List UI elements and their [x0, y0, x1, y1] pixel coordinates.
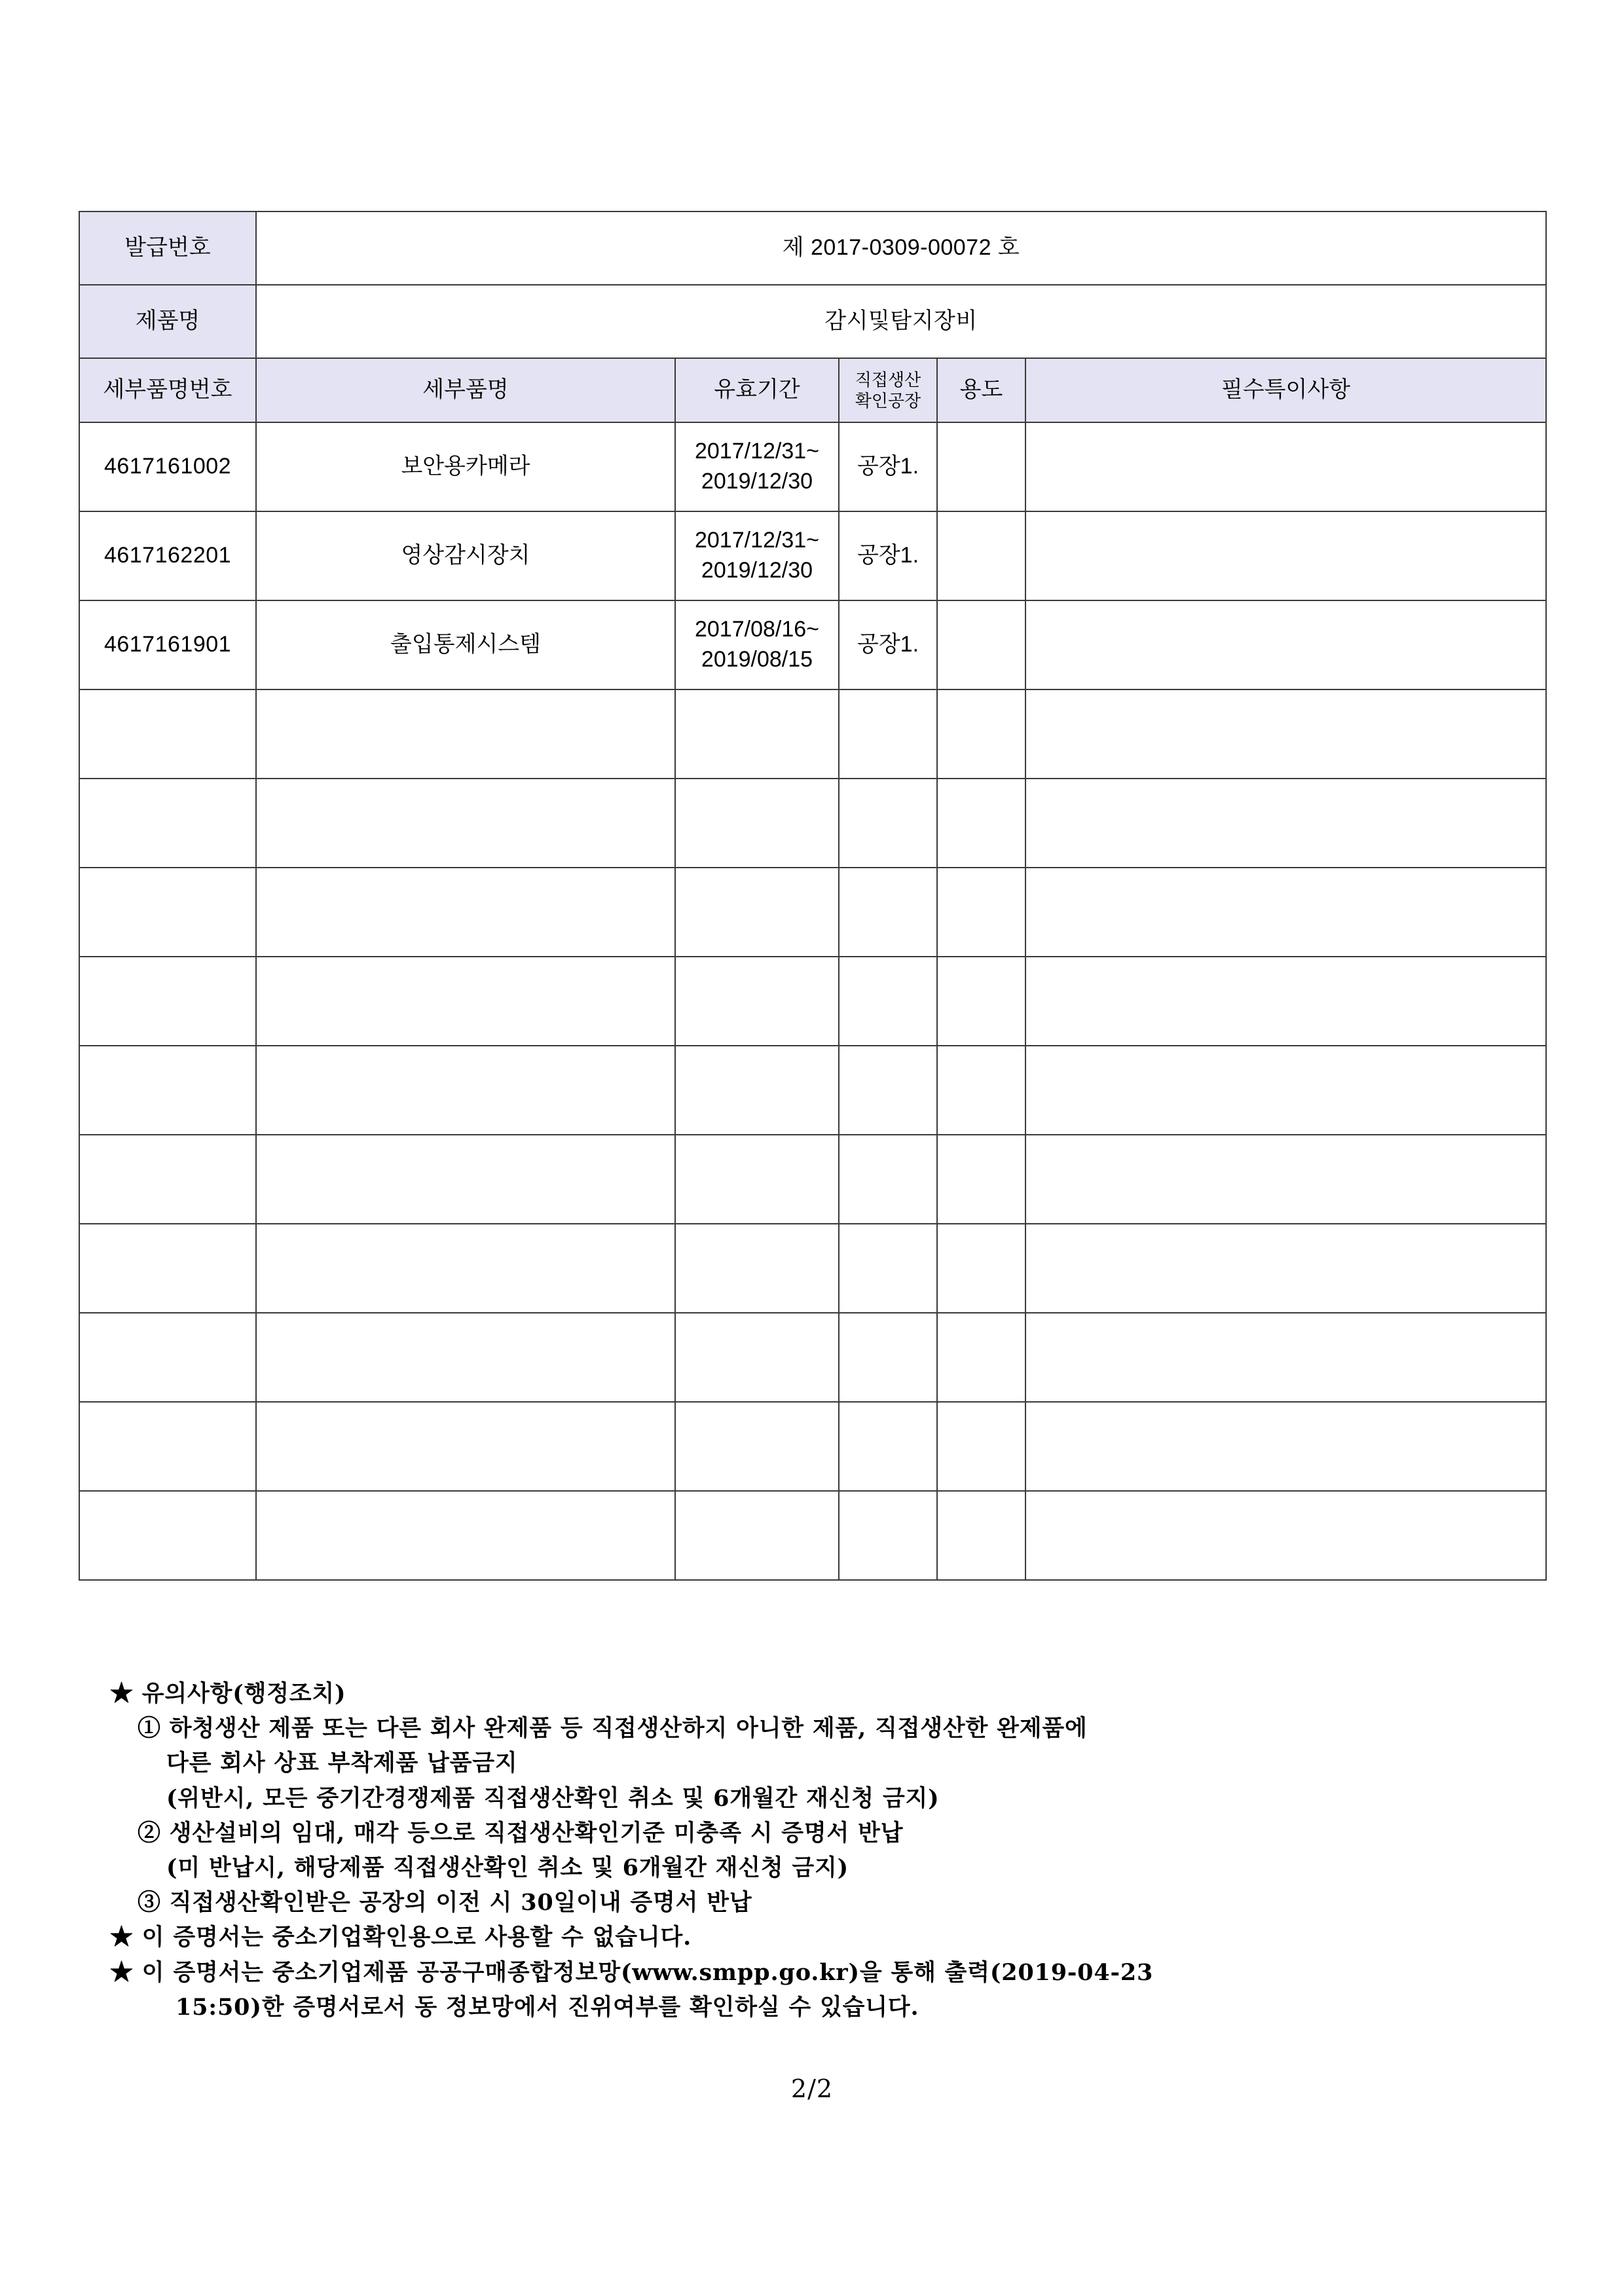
header-detail-code: 세부품명번호 [79, 358, 256, 422]
cell-usage [937, 1135, 1025, 1224]
table-row-empty [79, 1224, 1546, 1313]
cell-valid-period [675, 1402, 839, 1491]
notice-line-7: ★ 이 증명서는 중소기업확인용으로 사용할 수 없습니다. [110, 1924, 692, 1951]
cell-detail-name: 보안용카메라 [256, 422, 675, 511]
table-row-empty [79, 779, 1546, 868]
cell-usage [937, 1313, 1025, 1402]
cell-special-notes [1025, 1402, 1546, 1491]
cell-valid-period [675, 1224, 839, 1313]
cell-usage [937, 868, 1025, 957]
cell-special-notes [1025, 511, 1546, 600]
header-usage: 용도 [937, 358, 1025, 422]
cell-valid-period [675, 1313, 839, 1402]
page-number: 2/2 [790, 2074, 834, 2103]
cell-special-notes [1025, 1046, 1546, 1135]
period-end: 2019/12/30 [701, 469, 813, 494]
table-header-row [79, 358, 1546, 422]
cell-detail-name [256, 689, 675, 779]
cell-detail-name [256, 1224, 675, 1313]
table-row-empty [79, 868, 1546, 957]
cell-special-notes [1025, 689, 1546, 779]
notice-line-1: ① 하청생산 제품 또는 다른 회사 완제품 등 직접생산하지 아니한 제품, 직접생산한 완제품에 [138, 1715, 1088, 1742]
cell-detail-code: 4617161002 [79, 422, 256, 511]
cell-detail-code [79, 1491, 256, 1580]
cell-factory [839, 689, 937, 779]
cell-usage [937, 1491, 1025, 1580]
cell-detail-name [256, 957, 675, 1046]
cell-special-notes [1025, 1313, 1546, 1402]
cell-detail-code [79, 1135, 256, 1224]
cell-factory [839, 1313, 937, 1402]
header-detail-name: 세부품명 [256, 358, 675, 422]
issue-number-value: 제 2017-0309-00072 호 [256, 211, 1546, 285]
notice-line-3: (위반시, 모든 중기간경쟁제품 직접생산확인 취소 및 6개월간 재신청 금지) [166, 1784, 940, 1812]
table-row-empty [79, 1313, 1546, 1402]
cell-detail-code: 4617162201 [79, 511, 256, 600]
product-name-value: 감시및탐지장비 [256, 285, 1546, 358]
cell-valid-period [675, 511, 839, 600]
cell-detail-code [79, 1224, 256, 1313]
table-row-empty [79, 1135, 1546, 1224]
table-row [79, 600, 1546, 689]
header-valid-period: 유효기간 [675, 358, 839, 422]
cell-detail-name [256, 868, 675, 957]
cell-usage [937, 422, 1025, 511]
cell-special-notes [1025, 600, 1546, 689]
cell-factory [839, 1491, 937, 1580]
cell-factory: 공장1. [839, 511, 937, 600]
table-row [79, 422, 1546, 511]
cell-detail-name [256, 1046, 675, 1135]
period-end: 2019/08/15 [701, 647, 813, 672]
cell-usage [937, 1224, 1025, 1313]
issue-number-row [79, 211, 1546, 285]
cell-detail-name [256, 1135, 675, 1224]
period-start: 2017/12/31~ [694, 528, 820, 553]
cell-detail-code [79, 1313, 256, 1402]
header-special-notes: 필수특이사항 [1025, 358, 1546, 422]
notice-line-6: ③ 직접생산확인받은 공장의 이전 시 30일이내 증명서 반납 [138, 1889, 752, 1917]
cell-factory [839, 957, 937, 1046]
table-row [79, 511, 1546, 600]
cell-detail-name [256, 779, 675, 868]
cell-special-notes [1025, 779, 1546, 868]
table-row-empty [79, 1491, 1546, 1580]
cell-special-notes [1025, 1491, 1546, 1580]
cell-special-notes [1025, 1135, 1546, 1224]
notice-line-4: ② 생산설비의 임대, 매각 등으로 직접생산확인기준 미충족 시 증명서 반납 [138, 1819, 904, 1846]
period-start: 2017/08/16~ [694, 617, 820, 642]
table-row-empty [79, 689, 1546, 779]
cell-detail-code [79, 1402, 256, 1491]
cell-factory: 공장1. [839, 422, 937, 511]
cell-detail-code [79, 689, 256, 779]
product-name-label: 제품명 [79, 285, 256, 358]
cell-detail-name: 영상감시장치 [256, 511, 675, 600]
cell-valid-period [675, 1491, 839, 1580]
cell-detail-code [79, 1046, 256, 1135]
cell-factory [839, 1046, 937, 1135]
cell-valid-period [675, 689, 839, 779]
period-start: 2017/12/31~ [694, 439, 820, 464]
cell-valid-period [675, 779, 839, 868]
notice-line-5: (미 반납시, 해당제품 직접생산확인 취소 및 6개월간 재신청 금지) [166, 1854, 849, 1881]
cell-detail-code [79, 779, 256, 868]
cell-valid-period [675, 600, 839, 689]
table-row-empty [79, 1046, 1546, 1135]
table-row-empty [79, 957, 1546, 1046]
issue-number-label: 발급번호 [79, 211, 256, 285]
cell-usage [937, 600, 1025, 689]
cell-detail-name [256, 1402, 675, 1491]
cell-detail-name: 출입통제시스템 [256, 600, 675, 689]
cell-factory: 공장1. [839, 600, 937, 689]
cell-usage [937, 957, 1025, 1046]
cell-valid-period [675, 422, 839, 511]
cell-factory [839, 1402, 937, 1491]
cell-special-notes [1025, 1224, 1546, 1313]
cell-detail-name [256, 1313, 675, 1402]
certificate-table [79, 211, 1547, 1581]
cell-special-notes [1025, 868, 1546, 957]
cell-detail-code [79, 957, 256, 1046]
cell-usage [937, 689, 1025, 779]
notice-line-9: 15:50)한 증명서로서 동 정보망에서 진위여부를 확인하실 수 있습니다. [175, 1993, 919, 2021]
cell-detail-name [256, 1491, 675, 1580]
cell-usage [937, 1402, 1025, 1491]
cell-valid-period [675, 1135, 839, 1224]
period-end: 2019/12/30 [701, 558, 813, 583]
header-factory [839, 358, 937, 422]
cell-detail-code: 4617161901 [79, 600, 256, 689]
header-factory-line1: 직접생산 [855, 369, 921, 390]
cell-usage [937, 511, 1025, 600]
cell-valid-period [675, 868, 839, 957]
notice-section [110, 1676, 1538, 2025]
cell-valid-period [675, 957, 839, 1046]
cell-special-notes [1025, 957, 1546, 1046]
notice-title: ★ 유의사항(행정조치) [110, 1680, 346, 1707]
notice-line-8: ★ 이 증명서는 중소기업제품 공공구매종합정보망(www.smpp.go.kr)을 통해 출력(2019-04-23 [110, 1958, 1154, 1986]
cell-factory [839, 868, 937, 957]
cell-factory [839, 779, 937, 868]
cell-special-notes [1025, 422, 1546, 511]
cell-detail-code [79, 868, 256, 957]
cell-usage [937, 1046, 1025, 1135]
cell-factory [839, 1224, 937, 1313]
cell-factory [839, 1135, 937, 1224]
header-factory-line2: 확인공장 [855, 391, 921, 411]
notice-line-2: 다른 회사 상표 부착제품 납품금지 [166, 1750, 518, 1777]
cell-usage [937, 779, 1025, 868]
cell-valid-period [675, 1046, 839, 1135]
product-name-row [79, 285, 1546, 358]
table-row-empty [79, 1402, 1546, 1491]
